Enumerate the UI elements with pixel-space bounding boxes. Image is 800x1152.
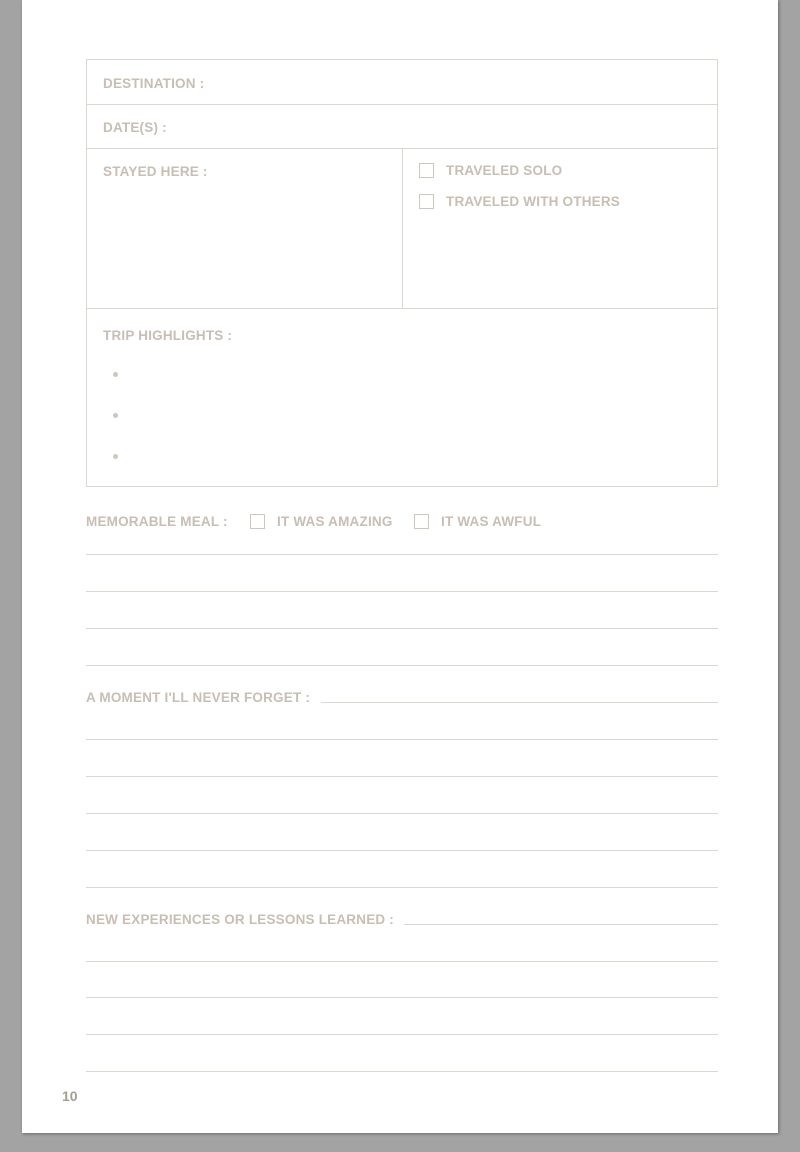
writing-line[interactable]	[86, 961, 718, 962]
divider	[402, 148, 403, 309]
dates-field-label: DATE(S) :	[103, 120, 167, 135]
stayed-here-field-label: STAYED HERE :	[103, 164, 208, 179]
journal-page	[22, 0, 778, 1133]
trip-highlights-label: TRIP HIGHLIGHTS :	[103, 328, 233, 343]
memorable-meal-label: MEMORABLE MEAL :	[86, 514, 228, 529]
writing-line[interactable]	[86, 665, 718, 666]
traveled-with-others-label: TRAVELED WITH OTHERS	[446, 194, 620, 209]
it-was-amazing-checkbox[interactable]	[250, 514, 265, 529]
writing-line[interactable]	[86, 739, 718, 740]
writing-line[interactable]	[86, 1034, 718, 1035]
writing-line[interactable]	[86, 997, 718, 998]
bullet-point	[113, 413, 118, 418]
bullet-point	[113, 372, 118, 377]
writing-line[interactable]	[86, 850, 718, 851]
writing-line[interactable]	[321, 702, 718, 703]
it-was-awful-checkbox[interactable]	[414, 514, 429, 529]
bullet-point	[113, 454, 118, 459]
new-experiences-label: NEW EXPERIENCES OR LESSONS LEARNED :	[86, 912, 394, 927]
writing-line[interactable]	[404, 924, 718, 925]
writing-line[interactable]	[86, 887, 718, 888]
it-was-amazing-label: IT WAS AMAZING	[277, 514, 393, 529]
traveled-with-others-checkbox[interactable]	[419, 194, 434, 209]
page-number: 10	[62, 1088, 78, 1104]
writing-line[interactable]	[86, 554, 718, 555]
moment-never-forget-label: A MOMENT I'LL NEVER FORGET :	[86, 690, 311, 705]
writing-line[interactable]	[86, 1071, 718, 1072]
traveled-solo-checkbox[interactable]	[419, 163, 434, 178]
writing-line[interactable]	[86, 628, 718, 629]
writing-line[interactable]	[86, 591, 718, 592]
it-was-awful-label: IT WAS AWFUL	[441, 514, 542, 529]
writing-line[interactable]	[86, 776, 718, 777]
destination-field-label: DESTINATION :	[103, 76, 205, 91]
traveled-solo-label: TRAVELED SOLO	[446, 163, 563, 178]
writing-line[interactable]	[86, 813, 718, 814]
divider	[86, 104, 718, 105]
